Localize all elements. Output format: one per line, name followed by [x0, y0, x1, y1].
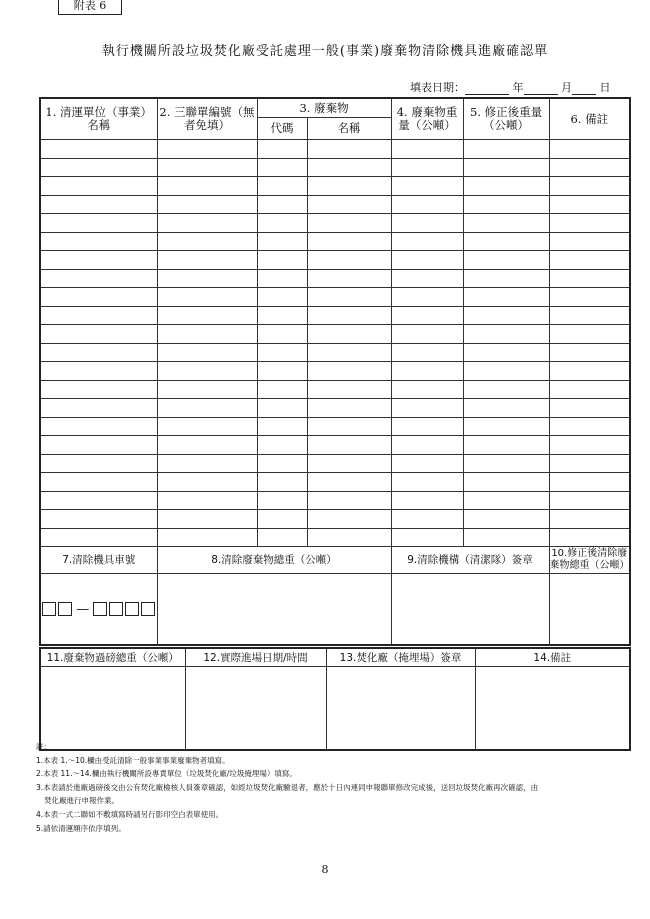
- total-weight-cell[interactable]: [157, 574, 391, 646]
- table-cell[interactable]: [257, 195, 307, 214]
- table-cell[interactable]: [549, 140, 630, 159]
- table-cell[interactable]: [157, 306, 257, 325]
- table-cell[interactable]: [257, 417, 307, 436]
- table-cell[interactable]: [307, 454, 391, 473]
- table-row: [40, 454, 630, 473]
- table-row: [40, 473, 630, 492]
- header-corrected-total-weight: 10.修正後清除廢棄物總重（公噸）: [549, 547, 630, 574]
- table-cell[interactable]: [391, 306, 463, 325]
- header-remarks: 6. 備註: [549, 98, 630, 140]
- table-cell[interactable]: [307, 214, 391, 233]
- entry-datetime-cell[interactable]: [185, 667, 326, 751]
- table-cell[interactable]: [463, 251, 549, 270]
- table-cell[interactable]: [157, 214, 257, 233]
- table-cell[interactable]: [549, 288, 630, 307]
- table-cell[interactable]: [257, 362, 307, 381]
- table-cell[interactable]: [40, 158, 157, 177]
- table-cell[interactable]: [391, 195, 463, 214]
- table-row: [40, 177, 630, 196]
- table-row: [40, 306, 630, 325]
- plant-remarks-cell[interactable]: [475, 667, 630, 751]
- table-cell[interactable]: [257, 177, 307, 196]
- table-cell[interactable]: [307, 528, 391, 547]
- table-cell[interactable]: [257, 232, 307, 251]
- header-waste-code: 代碼: [257, 118, 307, 140]
- table-cell[interactable]: [257, 251, 307, 270]
- vehicle-plate-boxes: —: [41, 602, 157, 617]
- table-row: [40, 436, 630, 455]
- table-row: [40, 269, 630, 288]
- table-row: [40, 491, 630, 510]
- table-cell[interactable]: [40, 343, 157, 362]
- table-row: [40, 417, 630, 436]
- table-row: [40, 158, 630, 177]
- table-cell[interactable]: [307, 288, 391, 307]
- table-cell[interactable]: [463, 491, 549, 510]
- day-label: 日: [599, 81, 611, 94]
- table-cell[interactable]: [463, 399, 549, 418]
- table-cell[interactable]: [391, 380, 463, 399]
- table-cell[interactable]: [391, 214, 463, 233]
- header-plant-remarks: 14.備註: [475, 648, 630, 667]
- table-row: [40, 195, 630, 214]
- table-cell[interactable]: [307, 232, 391, 251]
- table-cell[interactable]: [391, 158, 463, 177]
- table-cell[interactable]: [549, 417, 630, 436]
- table-cell[interactable]: [257, 269, 307, 288]
- month-blank[interactable]: [524, 94, 558, 95]
- corrected-total-weight-cell[interactable]: [549, 574, 630, 646]
- header-waste-name: 名稱: [307, 118, 391, 140]
- table-cell[interactable]: [40, 380, 157, 399]
- note-4: 4.本表一式二聯如不敷填寫時請另行影印空白表單使用。: [36, 809, 224, 819]
- table-cell[interactable]: [391, 140, 463, 159]
- table-cell[interactable]: [257, 491, 307, 510]
- table-cell[interactable]: [40, 214, 157, 233]
- header-corrected-weight: 5. 修正後重量（公噸）: [463, 98, 549, 140]
- table-cell[interactable]: [157, 325, 257, 344]
- table-cell[interactable]: [391, 288, 463, 307]
- header-vehicle-plate: 7.清除機具車號: [40, 547, 157, 574]
- table-cell[interactable]: [157, 454, 257, 473]
- table-cell[interactable]: [391, 232, 463, 251]
- table-cell[interactable]: [40, 306, 157, 325]
- table-cell[interactable]: [157, 491, 257, 510]
- table-cell[interactable]: [463, 306, 549, 325]
- table-cell[interactable]: [257, 399, 307, 418]
- table-cell[interactable]: [40, 140, 157, 159]
- year-blank[interactable]: [465, 94, 509, 95]
- table-cell[interactable]: [463, 380, 549, 399]
- table-cell[interactable]: [257, 158, 307, 177]
- table-cell[interactable]: [40, 251, 157, 270]
- table-cell[interactable]: [463, 140, 549, 159]
- table-cell[interactable]: [391, 399, 463, 418]
- table-cell[interactable]: [391, 454, 463, 473]
- table-cell[interactable]: [307, 343, 391, 362]
- table-cell[interactable]: [157, 399, 257, 418]
- page-number: 8: [321, 863, 329, 876]
- table-cell[interactable]: [157, 473, 257, 492]
- table-cell[interactable]: [257, 140, 307, 159]
- table-cell[interactable]: [157, 528, 257, 547]
- table-cell[interactable]: [40, 195, 157, 214]
- table-cell[interactable]: [307, 491, 391, 510]
- table-cell[interactable]: [549, 454, 630, 473]
- table-cell[interactable]: [391, 510, 463, 529]
- table-cell[interactable]: [40, 454, 157, 473]
- plant-signature-cell[interactable]: [326, 667, 475, 751]
- attachment-tag: 附表 6: [58, 0, 122, 15]
- table-cell[interactable]: [307, 510, 391, 529]
- table-cell[interactable]: [463, 510, 549, 529]
- table-cell[interactable]: [463, 195, 549, 214]
- table-cell[interactable]: [257, 454, 307, 473]
- table-cell[interactable]: [257, 343, 307, 362]
- table-cell[interactable]: [307, 251, 391, 270]
- table-cell[interactable]: [307, 417, 391, 436]
- note-1: 1.本表 1.～10.欄由受託清除一般事業事業廢棄物者填寫。: [36, 755, 230, 765]
- table-cell[interactable]: [549, 491, 630, 510]
- table-cell[interactable]: [40, 399, 157, 418]
- table-cell[interactable]: [391, 325, 463, 344]
- header-plant-signature: 13.焚化廠（掩埋場）簽章: [326, 648, 475, 667]
- table-cell[interactable]: [391, 436, 463, 455]
- table-cell[interactable]: [40, 288, 157, 307]
- table-cell[interactable]: [157, 380, 257, 399]
- table-cell[interactable]: [463, 417, 549, 436]
- table-cell[interactable]: [157, 232, 257, 251]
- table-cell[interactable]: [307, 158, 391, 177]
- header-waste: 3. 廢棄物: [257, 98, 391, 118]
- fill-date-label: 填表日期：: [410, 81, 465, 94]
- table-cell[interactable]: [391, 473, 463, 492]
- header-manifest-number: 2. 三聯單編號（無者免填）: [157, 98, 257, 140]
- table-cell[interactable]: [40, 269, 157, 288]
- table-cell[interactable]: [257, 473, 307, 492]
- table-cell[interactable]: [257, 325, 307, 344]
- table-cell[interactable]: [40, 325, 157, 344]
- table-row: [40, 510, 630, 529]
- notes-heading: 註：: [36, 742, 51, 751]
- header-waste-weight: 4. 廢棄物重量（公噸）: [391, 98, 463, 140]
- table-cell[interactable]: [463, 436, 549, 455]
- table-cell[interactable]: [463, 325, 549, 344]
- header-entry-datetime: 12.實際進場日期/時間: [185, 648, 326, 667]
- header-cleaning-unit: 1. 清運單位（事業）名稱: [40, 98, 157, 140]
- table-cell[interactable]: [157, 177, 257, 196]
- table-cell[interactable]: [549, 473, 630, 492]
- table-cell[interactable]: [307, 362, 391, 381]
- table-cell[interactable]: [157, 417, 257, 436]
- table-cell[interactable]: [257, 510, 307, 529]
- table-cell[interactable]: [463, 177, 549, 196]
- header-cleaning-org-signature: 9.清除機構（清潔隊）簽章: [391, 547, 549, 574]
- table-cell[interactable]: [391, 491, 463, 510]
- table-cell[interactable]: [257, 288, 307, 307]
- table-row: [40, 214, 630, 233]
- header-total-weight: 8.清除廢棄物總重（公噸）: [157, 547, 391, 574]
- weighing-total-cell[interactable]: [40, 667, 185, 751]
- table-row: [40, 140, 630, 159]
- table-cell[interactable]: [391, 362, 463, 381]
- table-cell[interactable]: [549, 269, 630, 288]
- vehicle-plate-cell[interactable]: [40, 574, 157, 646]
- table-cell[interactable]: [549, 232, 630, 251]
- table-cell[interactable]: [307, 399, 391, 418]
- table-cell[interactable]: [391, 269, 463, 288]
- table-cell[interactable]: [307, 195, 391, 214]
- fill-date-line: [410, 79, 640, 95]
- table-row: [40, 325, 630, 344]
- table-cell[interactable]: [549, 343, 630, 362]
- table-cell[interactable]: [40, 510, 157, 529]
- table-cell[interactable]: [40, 473, 157, 492]
- table-cell[interactable]: [391, 343, 463, 362]
- table-cell[interactable]: [307, 177, 391, 196]
- note-5: 5.請依清運順序依序填列。: [36, 823, 126, 833]
- header-weighing-total: 11.廢棄物過磅總重（公噸）: [40, 648, 185, 667]
- form-title: 執行機關所設垃圾焚化廠受託處理一般(事業)廢棄物清除機具進廠確認單: [101, 44, 549, 59]
- table-cell[interactable]: [40, 417, 157, 436]
- table-cell[interactable]: [463, 362, 549, 381]
- plant-confirmation-table: [39, 647, 631, 751]
- table-row: [40, 380, 630, 399]
- day-blank[interactable]: [572, 94, 596, 95]
- table-cell[interactable]: [157, 362, 257, 381]
- table-row: [40, 399, 630, 418]
- table-cell[interactable]: [463, 343, 549, 362]
- table-cell[interactable]: [307, 380, 391, 399]
- table-row: [40, 343, 630, 362]
- table-cell[interactable]: [463, 454, 549, 473]
- table-cell[interactable]: [157, 158, 257, 177]
- table-cell[interactable]: [257, 528, 307, 547]
- table-cell[interactable]: [157, 343, 257, 362]
- table-cell[interactable]: [463, 214, 549, 233]
- table-cell[interactable]: [257, 380, 307, 399]
- table-cell[interactable]: [157, 140, 257, 159]
- table-cell[interactable]: [549, 436, 630, 455]
- table-cell[interactable]: [257, 214, 307, 233]
- table-cell[interactable]: [391, 251, 463, 270]
- table-row: [40, 288, 630, 307]
- table-cell[interactable]: [549, 325, 630, 344]
- note-3-continued: 焚化廠進行申報作業。: [44, 796, 119, 806]
- table-row: [40, 528, 630, 547]
- table-cell[interactable]: [307, 306, 391, 325]
- table-cell[interactable]: [307, 436, 391, 455]
- table-cell[interactable]: [157, 288, 257, 307]
- table-cell[interactable]: [463, 158, 549, 177]
- table-cell[interactable]: [549, 528, 630, 547]
- table-row: [40, 251, 630, 270]
- table-cell[interactable]: [157, 195, 257, 214]
- table-cell[interactable]: [257, 306, 307, 325]
- table-cell[interactable]: [463, 269, 549, 288]
- table-cell[interactable]: [549, 195, 630, 214]
- table-cell[interactable]: [463, 528, 549, 547]
- main-record-table: [39, 97, 631, 646]
- table-cell[interactable]: [391, 528, 463, 547]
- table-cell[interactable]: [257, 436, 307, 455]
- table-cell[interactable]: [463, 473, 549, 492]
- month-label: 月: [561, 81, 572, 94]
- table-cell[interactable]: [549, 306, 630, 325]
- table-cell[interactable]: [307, 140, 391, 159]
- note-2: 2.本表 11.～14.欄由執行機關所設專責單位（垃圾焚化廠/垃圾掩埋場）填寫。: [36, 769, 297, 779]
- table-cell[interactable]: [549, 380, 630, 399]
- table-cell[interactable]: [40, 528, 157, 547]
- table-cell[interactable]: [157, 251, 257, 270]
- table-cell[interactable]: [549, 399, 630, 418]
- year-label: 年: [512, 81, 524, 94]
- table-cell[interactable]: [463, 232, 549, 251]
- table-cell[interactable]: [40, 436, 157, 455]
- table-cell[interactable]: [391, 417, 463, 436]
- table-cell[interactable]: [307, 325, 391, 344]
- table-row: [40, 232, 630, 251]
- notes-section: [36, 740, 636, 835]
- table-cell[interactable]: [157, 269, 257, 288]
- table-cell[interactable]: [549, 362, 630, 381]
- cleaning-org-signature-cell[interactable]: [391, 574, 549, 646]
- table-cell[interactable]: [157, 436, 257, 455]
- table-cell[interactable]: [549, 510, 630, 529]
- table-cell[interactable]: [463, 288, 549, 307]
- table-cell[interactable]: [549, 214, 630, 233]
- table-cell[interactable]: [157, 510, 257, 529]
- table-cell[interactable]: [307, 269, 391, 288]
- note-3: 3.本表請於進廠過磅後交由公有焚化廠檢核人員簽章確認，如經垃圾焚化廠驗退者，應於十日內連同申報聯單修改完成後，送回垃圾焚化廠再次確認，由: [36, 782, 539, 792]
- table-cell[interactable]: [549, 158, 630, 177]
- table-cell[interactable]: [549, 251, 630, 270]
- table-cell[interactable]: [549, 177, 630, 196]
- table-cell[interactable]: [40, 177, 157, 196]
- table-cell[interactable]: [40, 491, 157, 510]
- table-row: [40, 362, 630, 381]
- table-cell[interactable]: [40, 232, 157, 251]
- table-cell[interactable]: [40, 362, 157, 381]
- table-cell[interactable]: [391, 177, 463, 196]
- table-cell[interactable]: [307, 473, 391, 492]
